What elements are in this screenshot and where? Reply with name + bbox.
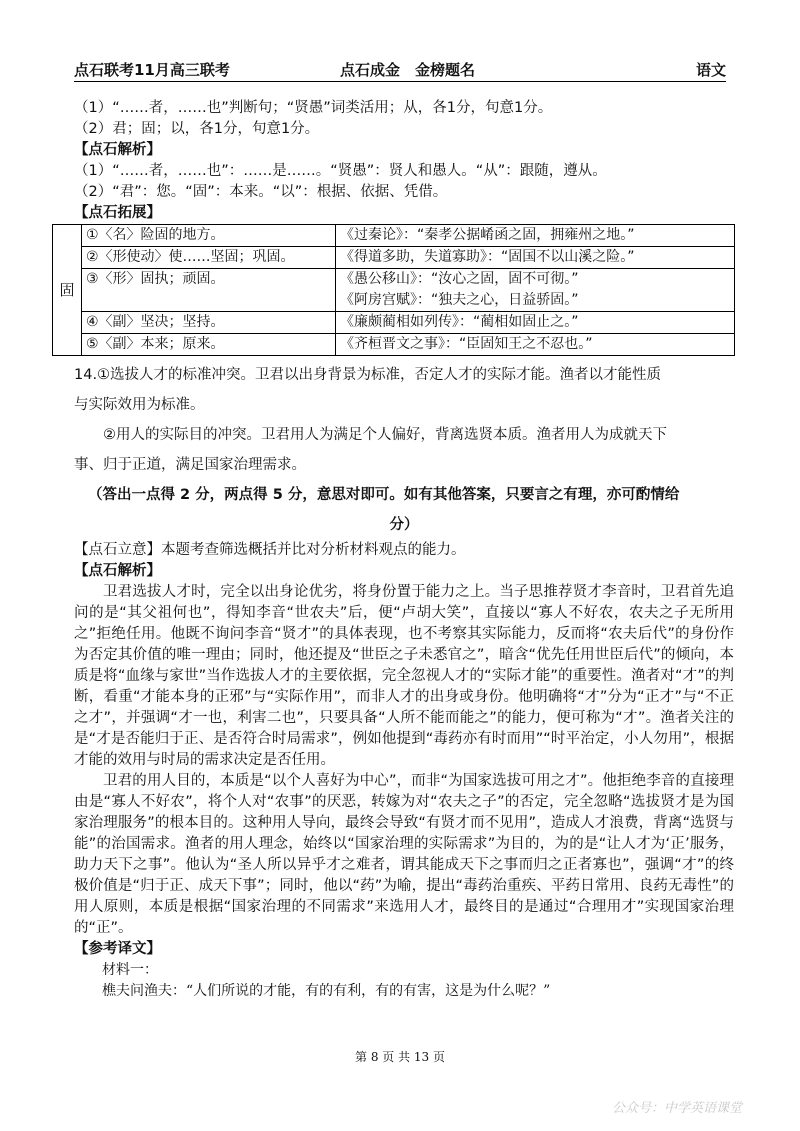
analysis13-line2: （2）“君”：您。“固”：本来。“以”：根据、依据、凭借。 bbox=[74, 184, 448, 200]
extension-example: 《愚公移山》：“汝心之固，固不可彻。” bbox=[336, 269, 735, 291]
extension-def: ①〈名〉险固的地方。 bbox=[82, 225, 336, 247]
table-row bbox=[53, 312, 735, 334]
extension-example: 《齐桓晋文之事》：“臣固知王之不忍也。” bbox=[336, 334, 735, 356]
page-header bbox=[74, 57, 726, 82]
extension-def: ④〈副〉坚决；坚持。 bbox=[82, 312, 336, 334]
q14-point2-a: ②用人的实际目的冲突。卫君用人为满足个人偏好，背离选贤本质。渔者用人为成就天下 bbox=[103, 427, 667, 443]
translation-material: 材料一： bbox=[102, 962, 158, 978]
extension-def: ③〈形〉固执；顽固。 bbox=[82, 269, 336, 312]
extension-title: 【点石拓展】 bbox=[74, 205, 161, 221]
q14-analysis-title: 【点石解析】 bbox=[74, 563, 161, 579]
extension-table bbox=[52, 224, 735, 356]
q14-intent: 【点石立意】本题考查筛选概括并比对分析材料观点的能力。 bbox=[74, 542, 466, 558]
watermark: 公众号：中学英语课堂 bbox=[611, 1101, 742, 1116]
header-slogan: 点石成金 金榜题名 bbox=[340, 61, 476, 79]
q14-analysis-para2: 卫君的用人目的，本质是“以个人喜好为中心”，而非“为国家选拔可用之才”。他拒绝李音的直接理由是“寡人不好农”，将个人对“农事”的厌恶，转嫁为对“农夫之子”的否定，完全忽略“选拔贤才是为国家治理服务”的根本目的。这种用人导向，最终会导致“有贤才而不见用”，造成人才浪费，背离“选贤与能”的治国需求。渔者的用人理念，始终以“国家治理的实际需求”为目的，为的是“让人才为‘正’服务，助力天下之事”。他认为“圣人所以异乎才之难者，谓其能成天下之事而归之正者寡也”，强调“才”的终极价值是“归于正、成天下事”；同时，他以“药”为喻，提出“毒药治重疾、平药日常用、良药无毒性”的用人原则，本质是根据“国家治理的不同需求”来选用人才，最终目的是通过“合理用才”实现国家治理的“正”。 bbox=[74, 773, 734, 936]
table-row bbox=[53, 334, 735, 356]
translation-line1: 樵夫问渔夫：“人们所说的才能，有的有利，有的有害，这是为什么呢？” bbox=[102, 983, 551, 999]
table-row bbox=[53, 225, 735, 247]
q14-analysis-para1: 卫君选拔人才时，完全以出身论优劣，将身份置于能力之上。当子思推荐贤才李音时，卫君首先追问的是“其父祖何也”，得知李音“世农夫”后，便“卢胡大笑”，直接以“寡人不好农，农夫之子无所用之”拒绝任用。他既不询问李音“贤才”的具体表现，也不考察其实际能力，反而将“农夫后代”的身份作为否定其价值的唯一理由；同时，他还提及“世臣之子未悉官之”，暗含“优先任用世臣后代”的倾向，本质是将“血缘与家世”当作选拔人才的主要依据，完全忽视人才的“实际才能”的重要性。渔者对“才”的判断，看重“才能本身的正邪”与“实际作用”，而非人才的出身或身份。他明确将“才”分为“正才”与“不正之才”，并强调“才一也，利害二也”，只要具备“人所不能而能之”的能力，便可称为“才”。渔者关注的是“才是否能归于正、是否符合时局需求”，例如他提到“毒药亦有时而用”“时平治定，小人勿用”，根据才能的效用与时局的需求决定是否任用。 bbox=[74, 584, 734, 768]
q14-point1-b: 与实际效用为标准。 bbox=[74, 397, 205, 413]
table-row bbox=[53, 247, 735, 269]
extension-example: 《得道多助，失道寡助》：“固国不以山溪之险。” bbox=[336, 247, 735, 269]
analysis13-line1: （1）“……者，……也”：……是……。“贤愚”：贤人和愚人。“从”：跟随，遵从。 bbox=[74, 163, 607, 179]
header-exam-name: 点石联考11月高三联考 bbox=[74, 61, 230, 79]
q14-point2-b: 事、归于正道，满足国家治理需求。 bbox=[74, 457, 306, 473]
analysis13-title: 【点石解析】 bbox=[74, 142, 161, 158]
extension-def: ⑤〈副〉本来；原来。 bbox=[82, 334, 336, 356]
extension-example: 《廉颇蔺相如列传》：“蔺相如固止之。” bbox=[336, 312, 735, 334]
q14-score-note-a: （答出一点得 2 分，两点得 5 分，意思对即可。如有其他答案，只要言之有理，亦可酌情给 bbox=[88, 487, 680, 503]
page-content bbox=[59, 98, 734, 1002]
answer13-line2: （2）君；固；以，各1分，句意1分。 bbox=[74, 121, 320, 137]
page-number: 第 8 页 共 13 页 bbox=[355, 1050, 445, 1064]
header-subject: 语文 bbox=[695, 61, 726, 79]
answer13-line1: （1）“……者，……也”判断句；“贤愚”词类活用；从，各1分，句意1分。 bbox=[74, 100, 553, 116]
extension-char: 固 bbox=[53, 225, 82, 356]
q14-score-note-b: 分） bbox=[389, 517, 419, 533]
table-row bbox=[53, 269, 735, 291]
extension-example: 《过秦论》：“秦孝公据崤函之固，拥雍州之地。” bbox=[336, 225, 735, 247]
q14-point1-a: 14.①选拔人才的标准冲突。卫君以出身背景为标准，否定人才的实际才能。渔者以才能性质 bbox=[74, 367, 662, 383]
extension-def: ②〈形使动〉使……坚固；巩固。 bbox=[82, 247, 336, 269]
extension-example: 《阿房宫赋》：“独夫之心，日益骄固。” bbox=[336, 290, 735, 312]
translation-title: 【参考译文】 bbox=[74, 941, 161, 957]
